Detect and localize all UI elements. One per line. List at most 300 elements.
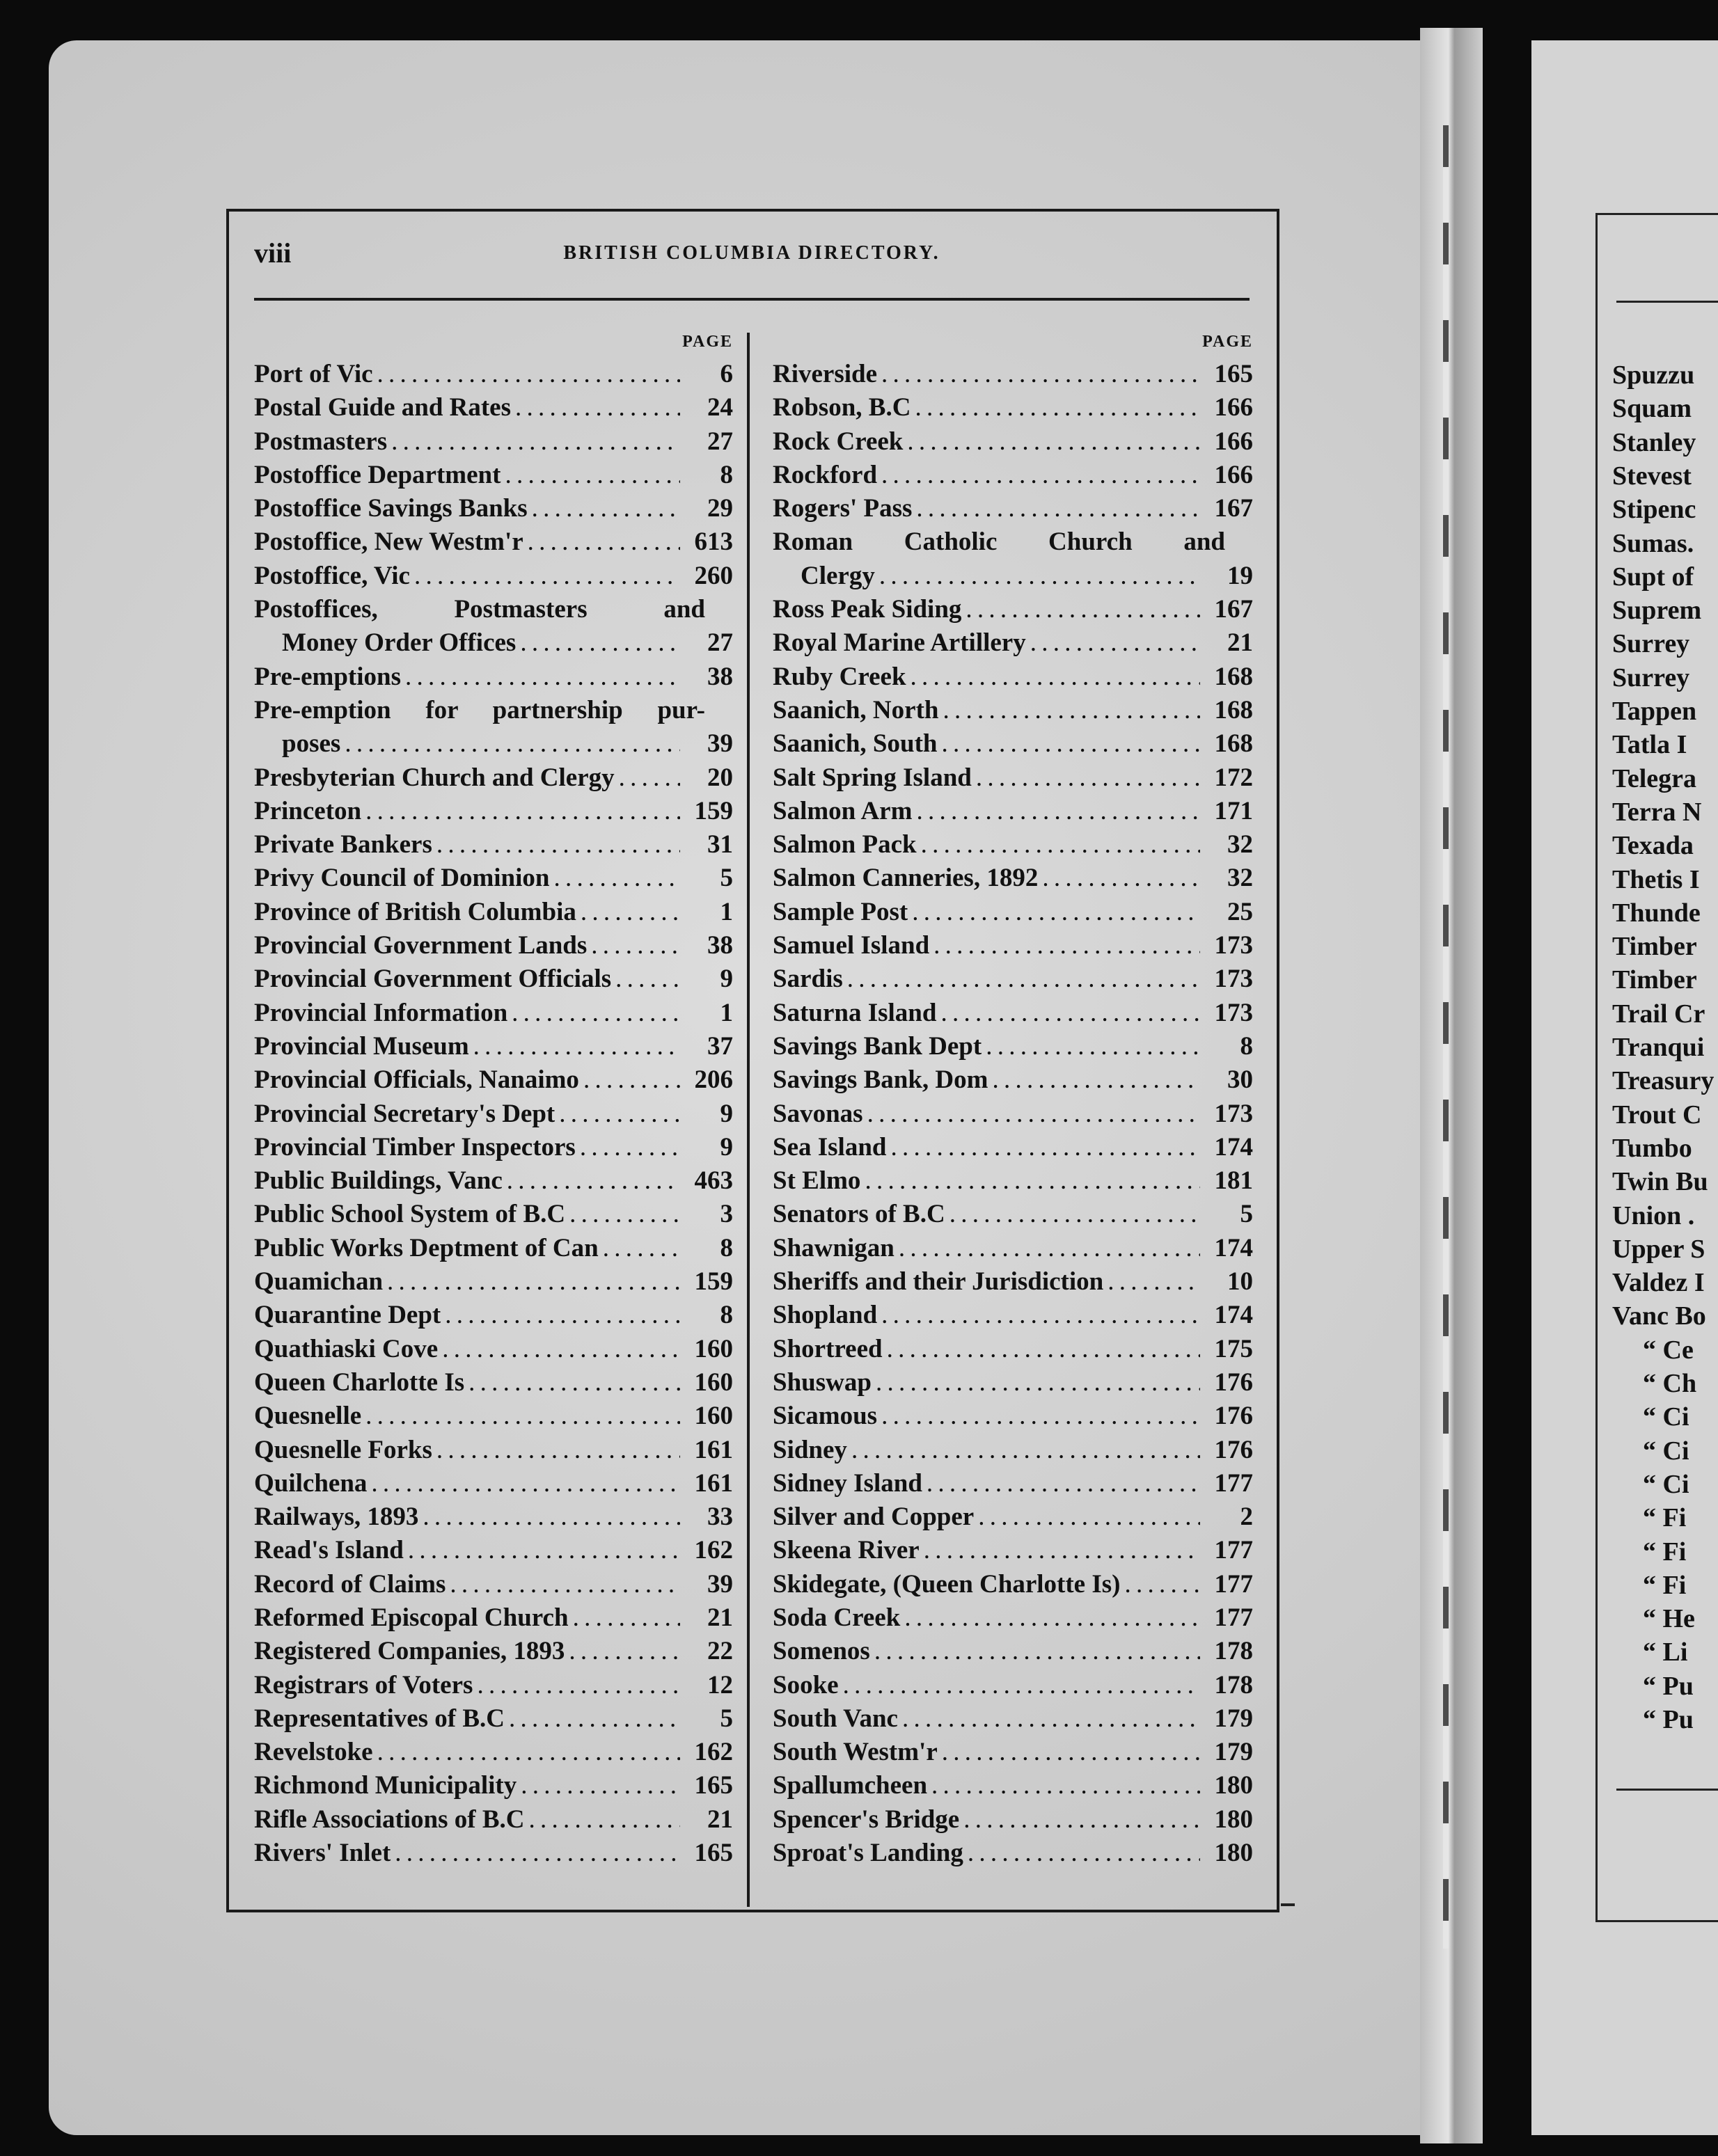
index-entry — [773, 1736, 1253, 1769]
index-entry — [773, 896, 1253, 929]
index-entry — [254, 391, 733, 425]
entry-page-number: 174 — [1214, 1233, 1253, 1262]
index-entry — [254, 1265, 733, 1299]
entry-name: Rifle Associations of B.C — [254, 1805, 525, 1834]
dot-leader — [580, 1131, 680, 1164]
entry-name: Postoffice, New Westm'r — [254, 528, 523, 557]
entry-page-number: 9 — [720, 1132, 733, 1162]
dot-leader — [391, 425, 680, 459]
entry-name: Sooke — [773, 1670, 839, 1699]
index-entry — [773, 1400, 1253, 1433]
entry-name: Sicamous — [773, 1402, 878, 1431]
dot-leader — [881, 1400, 1200, 1433]
index-entry — [254, 727, 733, 761]
dot-leader — [881, 459, 1200, 492]
dot-leader — [591, 929, 680, 962]
dot-leader — [931, 1769, 1200, 1802]
entry-page-number: 33 — [707, 1503, 733, 1532]
dot-leader — [371, 1467, 680, 1500]
index-entry — [254, 795, 733, 828]
index-entry — [773, 593, 1253, 626]
index-entry — [254, 660, 733, 694]
entry-page-number: 21 — [1227, 628, 1253, 658]
dot-leader — [581, 896, 680, 929]
facing-page-entry-fragment: “ Ch — [1643, 1369, 1697, 1398]
entry-page-number: 613 — [694, 528, 733, 557]
entry-name: Spallumcheen — [773, 1771, 928, 1800]
dot-leader — [874, 1635, 1200, 1668]
entry-name: Provincial Museum — [254, 1031, 469, 1061]
entry-page-number: 5 — [720, 1704, 733, 1733]
dot-leader — [509, 1702, 680, 1736]
index-entry — [773, 1803, 1253, 1837]
index-entry — [773, 1299, 1253, 1332]
entry-name: Shawnigan — [773, 1233, 895, 1262]
dot-leader — [940, 997, 1200, 1030]
facing-page-entry-fragment: Trout C — [1612, 1100, 1702, 1129]
facing-page-entry-fragment: Spuzzu — [1612, 360, 1695, 390]
facing-page-entry-fragment: Terra N — [1612, 797, 1702, 827]
facing-page-entry-fragment: “ Fi — [1643, 1570, 1687, 1600]
entry-name: Ruby Creek — [773, 662, 906, 691]
entry-page-number: 166 — [1214, 427, 1253, 456]
index-entry — [773, 492, 1253, 525]
index-entry — [254, 1030, 733, 1063]
index-column-left — [254, 333, 733, 1870]
index-entry — [773, 828, 1253, 862]
dot-leader — [515, 391, 680, 425]
dot-leader — [603, 1232, 680, 1265]
entry-name: Somenos — [773, 1637, 870, 1666]
facing-page-rule — [1616, 301, 1718, 303]
entry-page-number: 3 — [720, 1200, 733, 1229]
index-entry — [773, 795, 1253, 828]
entry-name: Rockford — [773, 460, 878, 489]
facing-page-entry-fragment: “ Ce — [1643, 1335, 1694, 1365]
entry-name: Presbyterian Church and Clergy — [254, 763, 615, 792]
dot-leader — [436, 1434, 680, 1467]
dot-leader — [867, 1097, 1200, 1131]
entry-page-number: 166 — [1214, 460, 1253, 489]
index-entry — [773, 358, 1253, 391]
index-entry — [254, 1635, 733, 1668]
entry-page-number: 2 — [1240, 1503, 1253, 1532]
index-entry — [773, 727, 1253, 761]
index-entry — [773, 660, 1253, 694]
index-entry — [254, 1333, 733, 1366]
page-column-heading: PAGE — [682, 333, 733, 351]
entry-page-number: 177 — [1214, 1569, 1253, 1599]
index-entry — [254, 1669, 733, 1702]
entry-page-number: 32 — [1227, 864, 1253, 893]
entry-name: Sheriffs and their Jurisdiction — [773, 1267, 1104, 1297]
entry-name: Sea Island — [773, 1132, 887, 1162]
entry-name: Pre-emptions — [254, 662, 401, 691]
index-entry — [254, 1736, 733, 1769]
entry-page-number: 37 — [707, 1031, 733, 1061]
entry-page-number: 29 — [707, 494, 733, 523]
entry-name: Provincial Government Officials — [254, 965, 612, 994]
index-entry — [773, 1097, 1253, 1131]
entry-page-number: 8 — [720, 1301, 733, 1330]
dot-leader — [1124, 1568, 1200, 1601]
entry-page-number: 168 — [1214, 729, 1253, 759]
entry-name: Clergy — [801, 561, 875, 590]
dot-leader — [520, 626, 680, 660]
entry-name: Privy Council of Dominion — [254, 864, 550, 893]
index-entry — [773, 1769, 1253, 1802]
index-entry — [773, 1366, 1253, 1400]
index-entry — [773, 1669, 1253, 1702]
index-entry — [254, 1467, 733, 1500]
entry-page-number: 180 — [1214, 1805, 1253, 1834]
entry-page-number: 38 — [707, 931, 733, 960]
facing-page-entry-fragment: Supt of — [1612, 562, 1694, 592]
entry-page-number: 168 — [1214, 662, 1253, 691]
index-entries-left — [254, 358, 733, 1870]
dot-leader — [916, 492, 1200, 525]
facing-page-entry-fragment: Stanley — [1612, 427, 1696, 457]
entry-name: Royal Marine Artillery — [773, 628, 1026, 658]
dot-leader — [528, 525, 680, 559]
index-entries-right — [773, 358, 1253, 1870]
entry-name: Salmon Arm — [773, 796, 913, 825]
entry-page-number: 175 — [1214, 1334, 1253, 1363]
dot-leader — [569, 1198, 680, 1231]
entry-page-number: 165 — [694, 1839, 733, 1868]
facing-page-entry-fragment: Valdez I — [1612, 1268, 1705, 1298]
entry-page-number: 172 — [1214, 763, 1253, 792]
index-entry — [254, 1164, 733, 1198]
dot-leader — [1108, 1265, 1200, 1299]
dot-leader — [615, 962, 680, 996]
index-entry — [254, 626, 733, 660]
facing-page-entry-fragment: Surrey — [1612, 663, 1690, 692]
dot-leader — [377, 358, 680, 391]
entry-page-number: 167 — [1214, 595, 1253, 624]
facing-page-entry-fragment: Tatla I — [1612, 730, 1687, 760]
entry-page-number: 39 — [707, 729, 733, 759]
dot-leader — [559, 1097, 680, 1131]
dot-leader — [450, 1568, 680, 1601]
facing-page-entry-fragment: “ Pu — [1643, 1671, 1694, 1701]
running-title: BRITISH COLUMBIA DIRECTORY. — [563, 242, 940, 264]
dot-leader — [843, 1669, 1200, 1702]
entry-page-number: 8 — [720, 1233, 733, 1262]
index-entry — [773, 1500, 1253, 1534]
index-entry — [773, 997, 1253, 1030]
dot-leader — [408, 1534, 680, 1567]
entry-name: Provincial Secretary's Dept — [254, 1099, 555, 1128]
dot-leader — [477, 1669, 680, 1702]
entry-page-number: 206 — [694, 1065, 733, 1095]
dot-leader — [554, 862, 681, 895]
dot-leader — [899, 1232, 1200, 1265]
entry-page-number: 5 — [1240, 1200, 1253, 1229]
entry-name: Public Buildings, Vanc — [254, 1166, 503, 1196]
dot-leader — [879, 560, 1200, 593]
facing-page-bottom-rule — [1616, 1789, 1718, 1791]
entry-page-number: 166 — [1214, 393, 1253, 422]
dot-leader — [911, 660, 1200, 694]
entry-page-number: 174 — [1214, 1132, 1253, 1162]
entry-page-number: 32 — [1227, 830, 1253, 859]
entry-page-number: 19 — [1227, 561, 1253, 590]
entry-name: Quesnelle — [254, 1402, 362, 1431]
entry-page-number: 159 — [694, 796, 733, 825]
facing-page-entry-fragment: Telegra — [1612, 763, 1697, 793]
entry-page-number: 8 — [720, 460, 733, 489]
index-entry — [773, 1265, 1253, 1299]
entry-name: Skidegate, (Queen Charlotte Is) — [773, 1569, 1121, 1599]
index-entry — [254, 828, 733, 862]
dot-leader — [436, 828, 680, 862]
entry-page-number: 21 — [707, 1603, 733, 1632]
entry-name: Samuel Island — [773, 931, 930, 960]
dot-leader — [405, 660, 680, 694]
entry-page-number: 165 — [1214, 360, 1253, 388]
entry-page-number: 179 — [1214, 1738, 1253, 1767]
index-entry — [773, 1164, 1253, 1198]
dot-leader — [881, 1299, 1200, 1332]
entry-name: Salmon Canneries, 1892 — [773, 864, 1039, 893]
index-entry — [773, 391, 1253, 425]
entry-name: Saturna Island — [773, 998, 937, 1027]
entry-name: Sidney — [773, 1435, 847, 1464]
dot-leader — [976, 761, 1200, 795]
entry-name: Postoffices, Postmasters and — [254, 595, 705, 624]
dot-leader — [529, 1803, 681, 1837]
entry-name: Postmasters — [254, 427, 388, 456]
entry-name: Shortreed — [773, 1334, 883, 1363]
index-entry — [773, 1601, 1253, 1635]
entry-page-number: 10 — [1227, 1267, 1253, 1297]
dot-leader — [1030, 626, 1200, 660]
index-entry — [254, 929, 733, 962]
entry-name: Queen Charlotte Is — [254, 1368, 465, 1397]
index-entry — [254, 425, 733, 459]
facing-page-entry-fragment: Union . — [1612, 1200, 1695, 1230]
entry-name: Provincial Government Lands — [254, 931, 588, 960]
dot-leader — [847, 962, 1200, 996]
index-entry — [254, 1097, 733, 1131]
entry-name: Revelstoke — [254, 1738, 373, 1767]
entry-page-number: 159 — [694, 1267, 733, 1297]
facing-page-entry-fragment: Texada — [1612, 831, 1694, 861]
entry-page-number: 21 — [707, 1805, 733, 1834]
dot-leader — [916, 795, 1200, 828]
dot-leader — [414, 560, 680, 593]
index-entry — [254, 358, 733, 391]
dot-leader — [387, 1265, 680, 1299]
index-entry — [254, 962, 733, 996]
index-entry — [773, 1702, 1253, 1736]
entry-page-number: 162 — [694, 1536, 733, 1565]
facing-page-entry-fragment: Tranqui — [1612, 1033, 1705, 1062]
dot-leader — [865, 1164, 1200, 1198]
entry-name: Port of Vic — [254, 360, 373, 388]
facing-page-entry-fragment: Vanc Bo — [1612, 1301, 1706, 1331]
entry-name: Savings Bank Dept — [773, 1031, 982, 1061]
entry-page-number: 162 — [694, 1738, 733, 1767]
index-entry — [773, 1434, 1253, 1467]
entry-name: Silver and Copper — [773, 1503, 975, 1532]
entry-name: Public School System of B.C — [254, 1200, 566, 1229]
entry-name: Quesnelle Forks — [254, 1435, 432, 1464]
entry-name: Skeena River — [773, 1536, 920, 1565]
entry-page-number: 174 — [1214, 1301, 1253, 1330]
dot-leader — [921, 828, 1200, 862]
entry-name: South Vanc — [773, 1704, 898, 1733]
dot-leader — [573, 1601, 680, 1635]
entry-page-number: 161 — [694, 1468, 733, 1498]
index-entry — [254, 1299, 733, 1332]
entry-name: Province of British Columbia — [254, 897, 576, 926]
entry-name: Sardis — [773, 965, 843, 994]
entry-name: Soda Creek — [773, 1603, 901, 1632]
dot-leader — [521, 1769, 680, 1802]
index-entry — [254, 997, 733, 1030]
dot-leader — [978, 1500, 1200, 1534]
entry-name: Ross Peak Siding — [773, 595, 962, 624]
index-entry — [773, 1333, 1253, 1366]
entry-name: Savings Bank, Dom — [773, 1065, 988, 1095]
entry-page-number: 27 — [707, 427, 733, 456]
index-entry — [773, 962, 1253, 996]
index-entry — [773, 525, 1253, 559]
entry-name: Railways, 1893 — [254, 1503, 419, 1532]
index-entry — [773, 1030, 1253, 1063]
facing-page-entry-fragment: Squam — [1612, 394, 1692, 424]
facing-page-entry-fragment: Thetis I — [1612, 864, 1700, 894]
facing-page-entry-fragment: Tumbo — [1612, 1133, 1692, 1163]
dot-leader — [986, 1030, 1200, 1063]
entry-page-number: 168 — [1214, 695, 1253, 724]
entry-page-number: 180 — [1214, 1839, 1253, 1868]
facing-page-entry-fragment: “ Ci — [1643, 1402, 1689, 1432]
entry-name: Pre-emption for partnership pur- — [254, 695, 705, 724]
facing-page-entry-fragment: Surrey — [1612, 629, 1690, 659]
entry-page-number: 179 — [1214, 1704, 1253, 1733]
index-entry — [254, 1131, 733, 1164]
entry-page-number: 178 — [1214, 1637, 1253, 1666]
dot-leader — [881, 358, 1200, 391]
dot-leader — [887, 1333, 1200, 1366]
page-number: viii — [254, 237, 292, 269]
entry-name: Registrars of Voters — [254, 1670, 473, 1699]
entry-name: Private Bankers — [254, 830, 432, 859]
entry-name: Public Works Deptment of Can — [254, 1233, 599, 1262]
entry-page-number: 30 — [1227, 1065, 1253, 1095]
dot-leader — [992, 1063, 1200, 1097]
dot-leader — [445, 1299, 680, 1332]
index-entry — [254, 1400, 733, 1433]
entry-name: Salt Spring Island — [773, 763, 972, 792]
entry-name: Provincial Officials, Nanaimo — [254, 1065, 579, 1095]
entry-page-number: 180 — [1214, 1771, 1253, 1800]
entry-page-number: 161 — [694, 1435, 733, 1464]
facing-page-entry-fragment: “ Fi — [1643, 1503, 1687, 1533]
dot-leader — [876, 1366, 1200, 1400]
index-entry — [773, 694, 1253, 727]
entry-name: Postoffice Savings Banks — [254, 494, 528, 523]
dot-leader — [904, 1601, 1200, 1635]
dot-leader — [949, 1198, 1200, 1231]
entry-name: Salmon Pack — [773, 830, 917, 859]
dot-leader — [345, 727, 680, 761]
index-entry — [773, 425, 1253, 459]
entry-name: Read's Island — [254, 1536, 404, 1565]
index-entry — [254, 1568, 733, 1601]
book-gutter — [1420, 28, 1483, 2143]
index-entry — [254, 1837, 733, 1870]
index-entry — [773, 1837, 1253, 1870]
entry-name: Record of Claims — [254, 1569, 446, 1599]
entry-page-number: 12 — [707, 1670, 733, 1699]
index-entry — [254, 459, 733, 492]
index-entry — [773, 929, 1253, 962]
dot-leader — [365, 795, 680, 828]
entry-name: Rivers' Inlet — [254, 1839, 391, 1868]
entry-page-number: 1 — [720, 897, 733, 926]
entry-page-number: 463 — [694, 1166, 733, 1196]
facing-page-entry-fragment: “ Fi — [1643, 1537, 1687, 1567]
index-entry — [254, 492, 733, 525]
entry-page-number: 39 — [707, 1569, 733, 1599]
dot-leader — [423, 1500, 680, 1534]
dot-leader — [532, 492, 680, 525]
index-entry — [254, 560, 733, 593]
facing-page-entry-fragment: “ Li — [1643, 1638, 1688, 1667]
entry-name: Spencer's Bridge — [773, 1805, 960, 1834]
facing-page-entry-fragment: Treasury — [1612, 1066, 1715, 1096]
entry-name: Roman Catholic Church and — [773, 528, 1225, 557]
entry-page-number: 173 — [1214, 1099, 1253, 1128]
entry-page-number: 22 — [707, 1637, 733, 1666]
entry-page-number: 173 — [1214, 998, 1253, 1027]
entry-name: Postoffice, Vic — [254, 561, 410, 590]
dot-leader — [468, 1366, 680, 1400]
facing-page-entry-fragment: “ He — [1643, 1604, 1695, 1634]
dot-leader — [442, 1333, 680, 1366]
entry-page-number: 160 — [694, 1402, 733, 1431]
entry-name: Robson, B.C — [773, 393, 911, 422]
entry-page-number: 178 — [1214, 1670, 1253, 1699]
index-entry — [254, 1232, 733, 1265]
index-entry — [773, 1467, 1253, 1500]
entry-name: Savonas — [773, 1099, 863, 1128]
dot-leader — [395, 1837, 680, 1870]
binding-stitch — [1443, 125, 1449, 1949]
index-entry — [254, 1601, 733, 1635]
entry-page-number: 177 — [1214, 1603, 1253, 1632]
dot-leader — [1042, 862, 1200, 895]
entry-name: Registered Companies, 1893 — [254, 1637, 565, 1666]
facing-page-entry-fragment: Sumas. — [1612, 528, 1694, 558]
entry-name: Provincial Information — [254, 998, 508, 1027]
index-entry — [254, 761, 733, 795]
entry-name: Postal Guide and Rates — [254, 393, 512, 422]
entry-page-number: 38 — [707, 662, 733, 691]
entry-name: Reformed Episcopal Church — [254, 1603, 569, 1632]
index-entry — [773, 626, 1253, 660]
edge-mark — [1281, 1903, 1295, 1906]
index-entry — [773, 560, 1253, 593]
facing-page-entry-fragment: “ Pu — [1643, 1705, 1694, 1734]
dot-leader — [915, 391, 1200, 425]
entry-name: Sidney Island — [773, 1468, 922, 1498]
header-rule — [254, 298, 1250, 301]
